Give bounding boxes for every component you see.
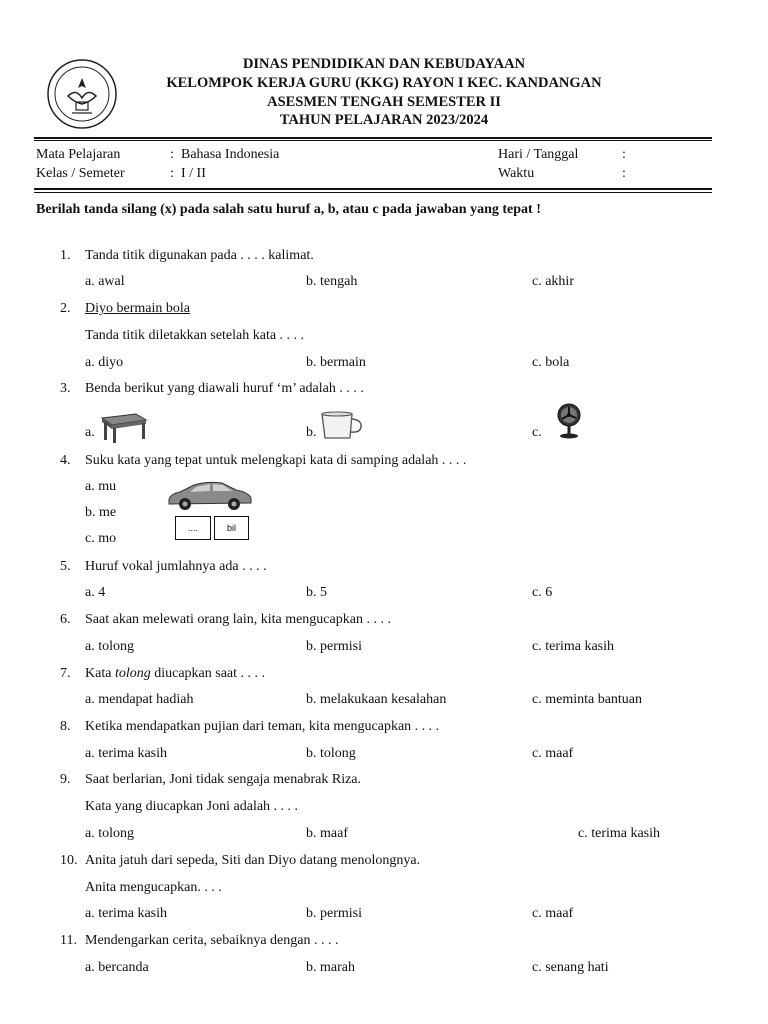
option-a[interactable]: a. mu xyxy=(85,479,117,494)
option-b[interactable]: b. permisi xyxy=(306,639,362,654)
day-label: Hari / Tanggal xyxy=(498,147,579,162)
class-colon: : xyxy=(170,166,174,181)
syllable-box-bil: bil xyxy=(214,516,249,540)
option-a[interactable]: a. tolong xyxy=(85,826,134,841)
subject-colon: : xyxy=(170,147,174,162)
subject-label: Mata Pelajaran xyxy=(36,147,121,162)
option-c[interactable]: c. terima kasih xyxy=(578,826,661,841)
header-line-3: ASESMEN TENGAH SEMESTER II xyxy=(267,94,501,110)
option-c[interactable]: c. maaf xyxy=(532,906,574,921)
day-colon: : xyxy=(622,147,626,162)
question-number: 4. xyxy=(60,453,71,468)
question-number: 9. xyxy=(60,772,71,787)
option-b[interactable]: b. tengah xyxy=(306,274,358,289)
option-c[interactable]: c. senang hati xyxy=(532,960,609,975)
option-c[interactable]: c. mo xyxy=(85,531,117,546)
option-a[interactable]: a. bercanda xyxy=(85,960,149,975)
option-b[interactable]: b. bermain xyxy=(306,355,366,370)
question-text: Benda berikut yang diawali huruf ‘m’ adalah . . . . xyxy=(85,381,364,396)
question-text-emphasis: tolong xyxy=(114,666,151,681)
subject-value: Bahasa Indonesia xyxy=(181,147,280,162)
option-c[interactable]: c. maaf xyxy=(532,746,574,761)
option-b[interactable]: b. 5 xyxy=(306,585,327,600)
question-number: 11. xyxy=(60,933,77,948)
instruction: Berilah tanda silang (x) pada salah satu huruf a, b, atau c pada jawaban yang tepat ! xyxy=(36,202,541,217)
question-text: Diyo bermain bola xyxy=(85,301,190,316)
option-a[interactable]: a. terima kasih xyxy=(85,746,168,761)
question-number: 8. xyxy=(60,719,71,734)
option-a[interactable]: a. tolong xyxy=(85,639,134,654)
question-text: Ketika mendapatkan pujian dari teman, kita mengucapkan . . . . xyxy=(85,719,440,734)
question-text: Kata yang diucapkan Joni adalah . . . . xyxy=(85,799,299,814)
question-number: 7. xyxy=(60,666,71,681)
class-label: Kelas / Semeter xyxy=(36,166,125,181)
option-b[interactable]: b. marah xyxy=(306,960,355,975)
question-text: Suku kata yang tepat untuk melengkapi kata di samping adalah . . . . xyxy=(85,453,467,468)
question-text: Tanda titik digunakan pada . . . . kalimat. xyxy=(85,248,314,263)
option-c[interactable]: c. bola xyxy=(532,355,570,370)
meta-divider xyxy=(34,188,712,190)
question-number: 6. xyxy=(60,612,71,627)
question-number: 3. xyxy=(60,381,71,396)
header-divider-thin xyxy=(34,140,712,141)
option-c[interactable]: c. terima kasih xyxy=(532,639,615,654)
option-a[interactable]: a. diyo xyxy=(85,355,124,370)
header-line-2: KELOMPOK KERJA GURU (KKG) RAYON I KEC. KANDANGAN xyxy=(166,75,602,91)
option-c[interactable]: c. akhir xyxy=(532,274,574,289)
question-text xyxy=(85,665,265,683)
time-label: Waktu xyxy=(498,166,535,181)
table-icon xyxy=(98,412,148,444)
option-b[interactable]: b. me xyxy=(85,505,117,520)
header-line-1: DINAS PENDIDIKAN DAN KEBUDAYAAN xyxy=(242,56,526,72)
option-c[interactable]: c. xyxy=(532,425,542,440)
header-divider xyxy=(34,137,712,139)
meta-divider-thin xyxy=(34,192,712,193)
question-text-post: diucapkan saat . . . . xyxy=(150,666,266,681)
car-icon xyxy=(166,478,254,512)
question-text: Anita jatuh dari sepeda, Siti dan Diyo datang menolongnya. xyxy=(85,853,421,868)
question-number: 2. xyxy=(60,301,71,316)
question-text: Saat akan melewati orang lain, kita mengucapkan . . . . xyxy=(85,612,391,627)
option-a[interactable]: a. xyxy=(85,425,95,440)
question-text: Tanda titik diletakkan setelah kata . . . . xyxy=(85,328,305,343)
question-text: Anita mengucapkan. . . . xyxy=(85,880,222,895)
option-a[interactable]: a. mendapat hadiah xyxy=(85,692,194,707)
option-a[interactable]: a. 4 xyxy=(85,585,106,600)
option-c[interactable]: c. 6 xyxy=(532,585,553,600)
question-number: 1. xyxy=(60,248,71,263)
question-number: 5. xyxy=(60,559,71,574)
question-text-pre: Kata xyxy=(85,666,115,681)
syllable-box-blank: .... xyxy=(175,516,211,540)
option-b[interactable]: b. melakukaan kesalahan xyxy=(306,692,447,707)
question-text: Mendengarkan cerita, sebaiknya dengan . . . . xyxy=(85,933,339,948)
question-text: Huruf vokal jumlahnya ada . . . . xyxy=(85,559,267,574)
class-value: I / II xyxy=(181,166,206,181)
option-c[interactable]: c. meminta bantuan xyxy=(532,692,643,707)
question-number: 10. xyxy=(60,853,78,868)
header-line-4: TAHUN PELAJARAN 2023/2024 xyxy=(279,112,489,128)
time-colon: : xyxy=(622,166,626,181)
option-a[interactable]: a. terima kasih xyxy=(85,906,168,921)
option-a[interactable]: a. awal xyxy=(85,274,125,289)
option-b[interactable]: b. tolong xyxy=(306,746,356,761)
glass-mug-icon xyxy=(318,411,364,441)
option-b[interactable]: b. maaf xyxy=(306,826,348,841)
option-b[interactable]: b. xyxy=(306,425,317,440)
option-b[interactable]: b. permisi xyxy=(306,906,362,921)
fan-icon xyxy=(552,403,586,439)
question-text: Saat berlarian, Joni tidak sengaja menabrak Riza. xyxy=(85,772,362,787)
